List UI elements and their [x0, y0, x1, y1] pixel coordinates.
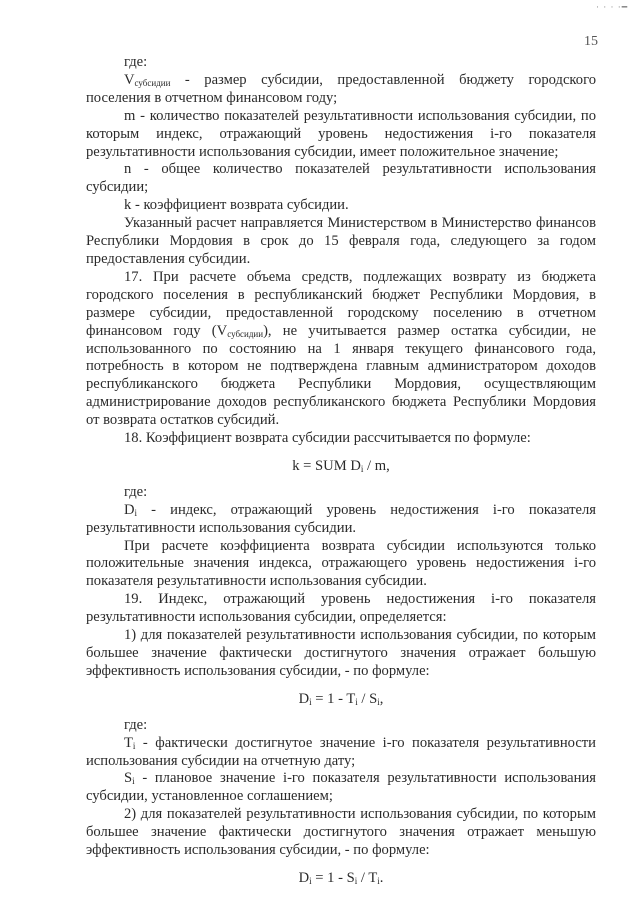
- definition-k: k - коэффициент возврата субсидии.: [124, 197, 349, 214]
- formula-k-sub: i: [360, 463, 364, 474]
- definition-m: m - количество показателей результативности использования субсидии, по которым индекс, отражающий уровень недостижения i-го показателя результативности использования субсидии, имеет положительное значение;: [86, 107, 596, 160]
- formula-2: [86, 870, 596, 888]
- definition-s-text: - плановое значение i-го показателя результативности использования субсидии, установленное соглашением;: [86, 770, 596, 805]
- formula-k: [86, 458, 596, 476]
- symbol-t: T: [124, 734, 133, 751]
- formula-1-part: / S: [357, 690, 378, 707]
- where-label: где:: [124, 54, 148, 70]
- definition-s: [86, 770, 596, 806]
- definition-t: [86, 735, 596, 771]
- item-1: 1) для показателей результативности использования субсидии, по которым большее значение фактически достигнутого значения отражает большую эффективность использования субсидии, - по формуле:: [86, 627, 596, 679]
- symbol-d: D: [124, 501, 135, 518]
- symbol-t-sub: i: [132, 740, 136, 751]
- where-label: где:: [124, 716, 148, 733]
- paragraph-19: 19. Индекс, отражающий уровень недостижения i-го показателя результативности использования субсидии, определяется:: [86, 591, 596, 626]
- formula-2-sub: i: [354, 875, 358, 886]
- formula-1-part: ,: [379, 690, 384, 707]
- symbol-s: S: [124, 770, 133, 787]
- scan-mark: · · · ·━: [596, 2, 629, 12]
- formula-2-part: D: [298, 869, 310, 886]
- page-number: 15: [584, 34, 598, 49]
- positive-values-note: При расчете коэффициента возврата субсидии используются только положительные значения индекса, отражающего уровень недостижения i-го показателя результативности использования субсидии.: [86, 537, 596, 590]
- definition-n: n - общее количество показателей результативности использования субсидии;: [86, 161, 596, 196]
- formula-2-part: = 1 - S: [311, 869, 355, 886]
- formula-1-sub: i: [309, 696, 312, 707]
- formula-2-sub: i: [309, 875, 312, 886]
- symbol-v-sub: субсидии: [134, 77, 171, 88]
- paragraph-17: [86, 269, 596, 430]
- definition-d: [86, 502, 596, 538]
- paragraph-17-start: 17. При расчете объема средств, подлежащих возврату из бюджета городского поселения в республиканский бюджет Республики Мордовия, в размере субсидии, предоставленной городскому поселению в отчетном финансовом году (V: [86, 268, 596, 339]
- paragraph-18: 18. Коэффициент возврата субсидии рассчитывается по формуле:: [124, 430, 531, 447]
- symbol-d-sub: i: [134, 507, 138, 518]
- calculation-note: Указанный расчет направляется Министерством в Министерство финансов Республики Мордовия в срок до 15 февраля года, следующего за годом предоставления субсидии.: [86, 215, 596, 267]
- formula-1: [86, 691, 596, 709]
- formula-1-sub: i: [377, 696, 380, 707]
- definition-d-text: - индекс, отражающий уровень недостижения i-го показателя результативности использования субсидии.: [86, 501, 596, 536]
- formula-1-sub: i: [355, 696, 358, 707]
- formula-1-part: D: [298, 690, 310, 707]
- definition-v: [86, 72, 596, 108]
- item-2: 2) для показателей результативности использования субсидии, по которым большее значение фактически достигнутого значения отражает меньшую эффективность использования субсидии, - по формуле:: [86, 806, 596, 859]
- symbol-s-sub: i: [132, 776, 135, 787]
- symbol-v: V: [124, 71, 135, 88]
- paragraph-17-end: ), не учитывается размер остатка субсидии, не использованного по состоянию на 1 января текущего финансового года, потребность в котором не подтверждена главным администратором доходов республиканского бюджета Республики Мордовия, осуществляющим администрирование доходов республиканского бюджета Республики Мордовия от возврата остатков субсидий.: [86, 322, 596, 429]
- formula-2-part: .: [379, 869, 384, 886]
- document-body: [86, 54, 596, 896]
- paragraph-17-sub: субсидии: [227, 328, 264, 339]
- formula-2-sub: i: [377, 875, 380, 886]
- formula-k-right: / m,: [363, 457, 390, 474]
- definition-t-text: - фактически достигнутое значение i-го показателя результативности использования субсидии на отчетную дату;: [86, 734, 596, 769]
- formula-1-part: = 1 - T: [311, 690, 356, 707]
- formula-2-part: / T: [357, 869, 378, 886]
- formula-k-left: k = SUM D: [292, 457, 361, 474]
- definition-v-text: - размер субсидии, предоставленной бюджету городского поселения в отчетном финансовом году;: [86, 71, 596, 106]
- where-label: где:: [124, 483, 148, 500]
